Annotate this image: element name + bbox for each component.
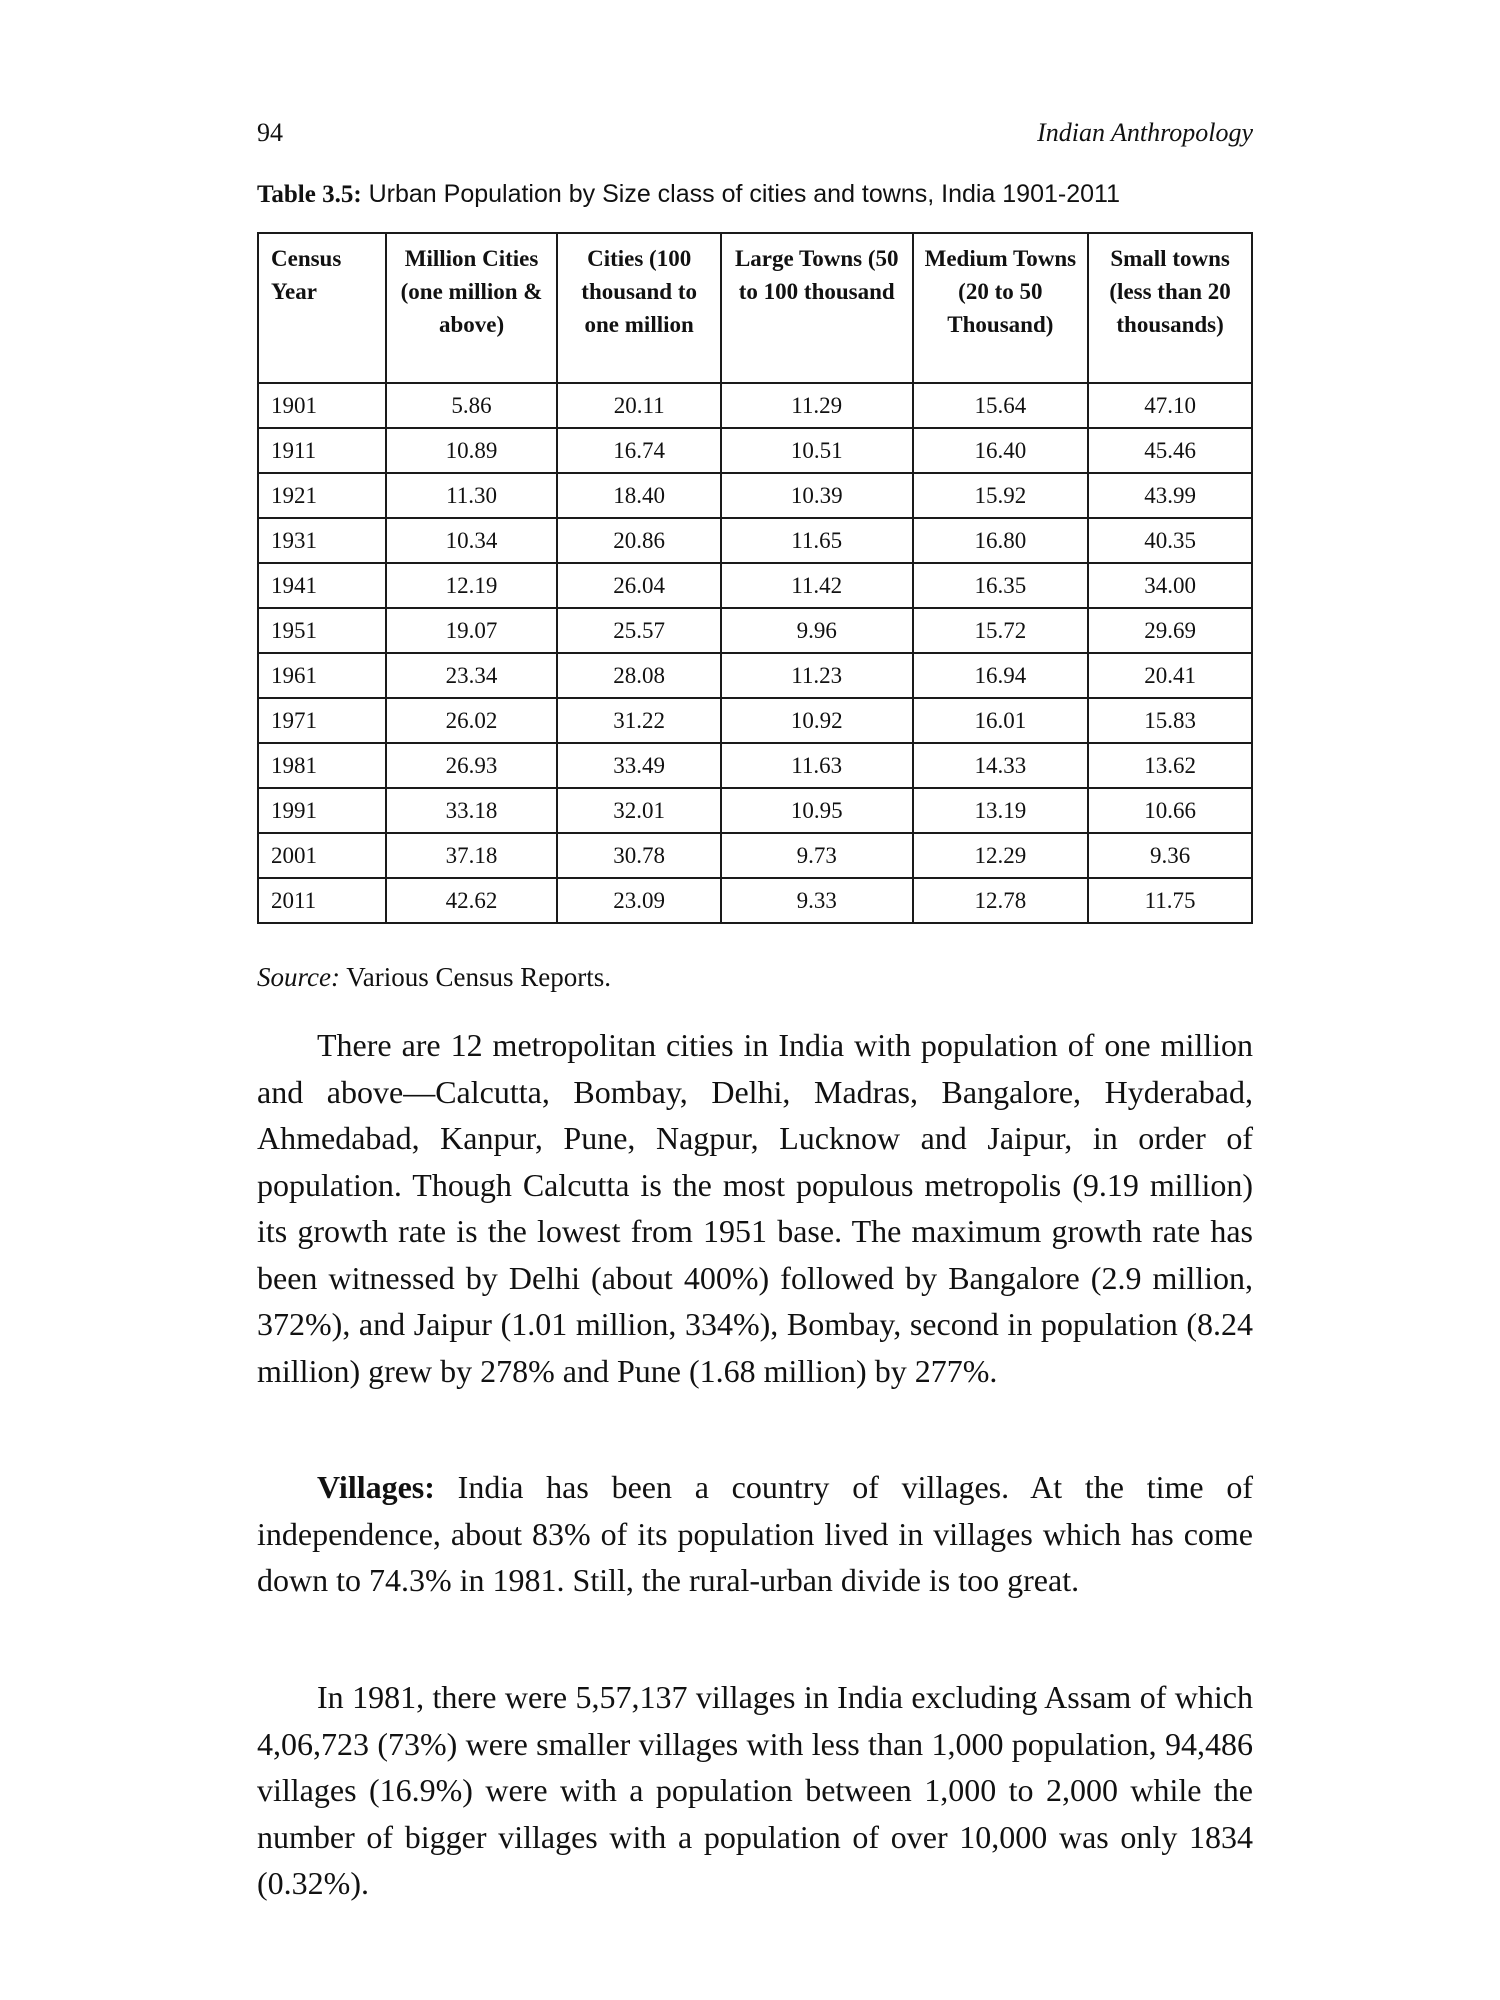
cell-small-towns: 9.36 [1088,833,1252,878]
cell-cities: 18.40 [557,473,721,518]
cell-census-year: 1901 [258,383,386,428]
cell-medium-towns: 14.33 [913,743,1089,788]
table-caption [257,180,1253,209]
cell-census-year: 1961 [258,653,386,698]
table-row [258,698,1252,743]
cell-cities: 30.78 [557,833,721,878]
cell-medium-towns: 16.94 [913,653,1089,698]
page-number: 94 [257,118,283,147]
cell-million-cities: 37.18 [386,833,558,878]
cell-large-towns: 11.65 [721,518,913,563]
paragraph-villages-text: India has been a country of villages. At the time of independence, about 83% of its population lived in villages which has come down to 74.3% in 1981. Still, the rural-urban divide is too great. [257,1469,1253,1598]
cell-small-towns: 15.83 [1088,698,1252,743]
paragraph-villages-1981 [257,1674,1253,1907]
cell-census-year: 1931 [258,518,386,563]
source-text: Various Census Reports. [339,962,611,992]
cell-cities: 26.04 [557,563,721,608]
table-source [257,962,611,993]
cell-million-cities: 33.18 [386,788,558,833]
cell-large-towns: 10.92 [721,698,913,743]
cell-cities: 33.49 [557,743,721,788]
paragraph-villages-heading: Villages: [317,1469,435,1505]
cell-small-towns: 40.35 [1088,518,1252,563]
table-row [258,518,1252,563]
cell-medium-towns: 15.72 [913,608,1089,653]
cell-million-cities: 12.19 [386,563,558,608]
cell-cities: 25.57 [557,608,721,653]
cell-census-year: 1971 [258,698,386,743]
paragraph-villages [257,1464,1253,1604]
cell-large-towns: 10.51 [721,428,913,473]
cell-census-year: 1981 [258,743,386,788]
table-row [258,473,1252,518]
cell-small-towns: 10.66 [1088,788,1252,833]
table-row [258,653,1252,698]
cell-cities: 32.01 [557,788,721,833]
table-body [258,383,1252,923]
cell-medium-towns: 15.92 [913,473,1089,518]
paragraph-metropolitan-cities [257,1022,1253,1394]
cell-census-year: 1991 [258,788,386,833]
paragraph-metropolitan-cities-text: There are 12 metropolitan cities in India with population of one million and above—Calcutta, Bombay, Delhi, Madras, Bangalore, Hyderabad, Ahmedabad, Kanpur, Pune, Nagpur, Lucknow and Jaipur, in order of population. Though Calcutta is the most populous metropolis (9.19 million) its growth rate is the lowest from 1951 base. The maximum growth rate has been witnessed by Delhi (about 400%) followed by Bangalore (2.9 million, 372%), and Jaipur (1.01 million, 334%), Bombay, second in population (8.24 million) grew by 278% and Pune (1.68 million) by 277%. [257,1027,1253,1389]
table-row [258,383,1252,428]
cell-medium-towns: 13.19 [913,788,1089,833]
cell-small-towns: 47.10 [1088,383,1252,428]
table-row [258,878,1252,923]
table-row [258,788,1252,833]
cell-large-towns: 9.33 [721,878,913,923]
cell-large-towns: 11.29 [721,383,913,428]
page-header [257,118,1253,148]
table-row [258,428,1252,473]
cell-census-year: 2011 [258,878,386,923]
cell-large-towns: 11.23 [721,653,913,698]
cell-cities: 28.08 [557,653,721,698]
cell-medium-towns: 12.29 [913,833,1089,878]
column-header-small-towns: Small towns (less than 20 thousands) [1088,233,1252,383]
cell-medium-towns: 16.80 [913,518,1089,563]
table-header-row [258,233,1252,383]
table-row [258,743,1252,788]
cell-census-year: 2001 [258,833,386,878]
cell-million-cities: 19.07 [386,608,558,653]
cell-large-towns: 10.39 [721,473,913,518]
cell-cities: 31.22 [557,698,721,743]
cell-million-cities: 10.34 [386,518,558,563]
column-header-medium-towns: Medium Towns (20 to 50 Thousand) [913,233,1089,383]
cell-medium-towns: 16.35 [913,563,1089,608]
cell-census-year: 1921 [258,473,386,518]
column-header-large-towns: Large Towns (50 to 100 thousand [721,233,913,383]
cell-million-cities: 10.89 [386,428,558,473]
cell-cities: 20.11 [557,383,721,428]
cell-medium-towns: 12.78 [913,878,1089,923]
paragraph-villages-1981-text: In 1981, there were 5,57,137 villages in India excluding Assam of which 4,06,723 (73%) were smaller villages with less than 1,000 population, 94,486 villages (16.9%) were with a population between 1,000 to 2,000 while the number of bigger villages with a population of over 10,000 was only 1834 (0.32%). [257,1679,1253,1901]
cell-million-cities: 26.93 [386,743,558,788]
cell-million-cities: 42.62 [386,878,558,923]
cell-small-towns: 34.00 [1088,563,1252,608]
column-header-cities: Cities (100 thousand to one million [557,233,721,383]
cell-million-cities: 26.02 [386,698,558,743]
table-row [258,608,1252,653]
cell-cities: 23.09 [557,878,721,923]
cell-small-towns: 11.75 [1088,878,1252,923]
table-row [258,833,1252,878]
cell-million-cities: 23.34 [386,653,558,698]
cell-census-year: 1951 [258,608,386,653]
cell-census-year: 1911 [258,428,386,473]
cell-large-towns: 9.73 [721,833,913,878]
cell-medium-towns: 16.01 [913,698,1089,743]
cell-cities: 16.74 [557,428,721,473]
running-title: Indian Anthropology [1037,118,1253,147]
cell-census-year: 1941 [258,563,386,608]
cell-small-towns: 45.46 [1088,428,1252,473]
cell-small-towns: 13.62 [1088,743,1252,788]
cell-large-towns: 9.96 [721,608,913,653]
cell-large-towns: 11.42 [721,563,913,608]
cell-large-towns: 10.95 [721,788,913,833]
urban-population-table [257,232,1253,924]
cell-small-towns: 20.41 [1088,653,1252,698]
cell-million-cities: 5.86 [386,383,558,428]
cell-small-towns: 29.69 [1088,608,1252,653]
source-label: Source: [257,962,340,992]
cell-cities: 20.86 [557,518,721,563]
cell-small-towns: 43.99 [1088,473,1252,518]
table-caption-text: Urban Population by Size class of cities and towns, India 1901-2011 [361,180,1120,208]
cell-medium-towns: 15.64 [913,383,1089,428]
column-header-million-cities: Million Cities (one million & above) [386,233,558,383]
table-caption-label: Table 3.5: [257,181,362,208]
cell-large-towns: 11.63 [721,743,913,788]
table-row [258,563,1252,608]
column-header-census-year: Census Year [258,233,386,383]
cell-medium-towns: 16.40 [913,428,1089,473]
cell-million-cities: 11.30 [386,473,558,518]
